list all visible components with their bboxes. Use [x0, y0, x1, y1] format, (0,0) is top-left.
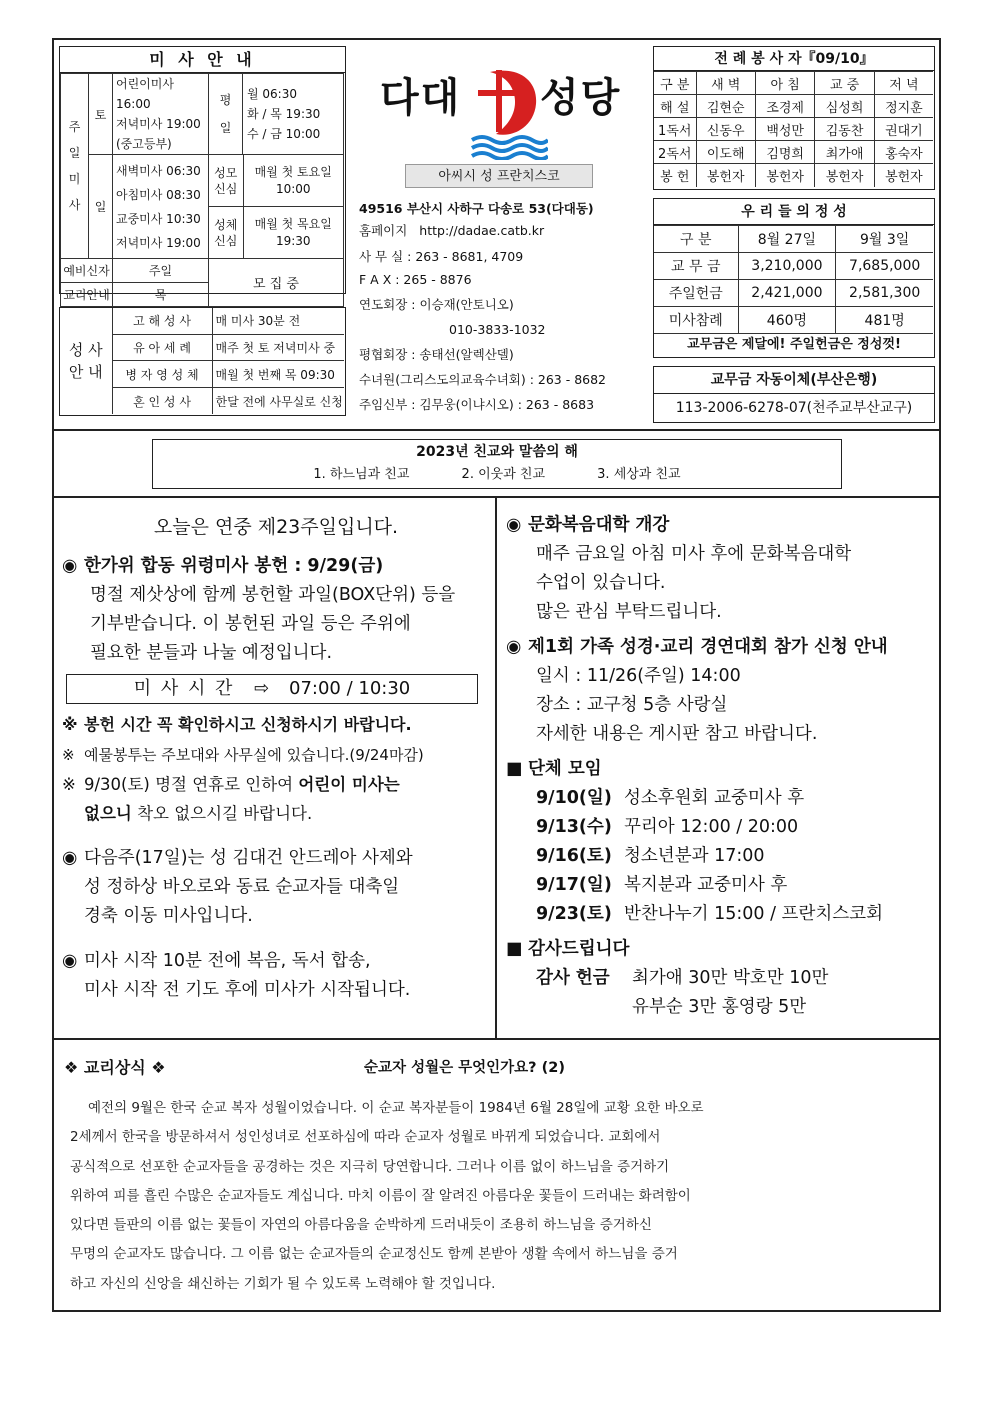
- culture-line: 수업이 있습니다.: [536, 573, 666, 593]
- bullet-icon: ◉: [62, 951, 78, 971]
- convent-phone: 수녀원(그리스도의교육수녀회) : 263 - 8682: [359, 372, 607, 387]
- youth-president: 연도회장 : 이승재(안토니오): [359, 297, 514, 312]
- thanks-section: [506, 935, 936, 1022]
- sacraments-box: [59, 307, 346, 416]
- sacrament-info: 매주 첫 토 저녁미사 중: [212, 334, 344, 361]
- sacraments-label: [60, 308, 112, 414]
- servers-cell: 조경제: [755, 95, 814, 118]
- note-3: [62, 770, 490, 828]
- contest-line: 일시 : 11/26(주일) 14:00: [536, 666, 741, 686]
- group-date: 9/17(일): [536, 875, 612, 895]
- homepage-row: [359, 220, 649, 242]
- servers-role: 1독서: [654, 118, 696, 141]
- feast-line: 성 정하상 바오로와 동료 순교자들 대축일: [84, 877, 400, 897]
- sacrament-name: 혼 인 성 사: [112, 388, 212, 414]
- servers-cell: 봉헌자: [696, 164, 755, 187]
- servers-title: 전 례 봉 사 자『09/10』: [654, 47, 934, 71]
- finance-value: 460명: [738, 307, 836, 334]
- servers-cell: 최가애: [815, 141, 874, 164]
- column-divider: [495, 496, 497, 1038]
- servers-cell: 봉헌자: [755, 164, 814, 187]
- finance-value: 2,421,000: [738, 280, 836, 307]
- group-text: 꾸리아 12:00 / 20:00: [624, 817, 799, 837]
- year-theme-item: 2. 이웃과 친교: [461, 467, 546, 482]
- culture-title-row: [506, 511, 936, 540]
- finance-note: 교무금은 제달에! 주일헌금은 정성껏!: [687, 337, 901, 352]
- servers-cell: 홍숙자: [874, 141, 933, 164]
- note-3-bold: 어린이 미사는: [298, 775, 400, 794]
- sacrament-info: 매 미사 30분 전: [212, 308, 344, 334]
- homepage-link[interactable]: http://dadae.catb.kr: [419, 223, 545, 238]
- group-row: [506, 871, 936, 900]
- autopay-title: 교무금 자동이체(부산은행): [654, 367, 934, 394]
- sat-mass-2: 저녁미사 19:00: [116, 117, 201, 131]
- mass-guide-title: 미 사 안 내: [60, 47, 345, 73]
- sacred-heart-label: 성체 신심: [209, 207, 243, 259]
- autopay-account: 113-2006-6278-07(천주교부산교구): [675, 400, 913, 416]
- servers-cell: 봉헌자: [874, 164, 933, 187]
- catechism-label: ❖ 교리상식 ❖: [64, 1058, 166, 1077]
- saturday-masses: [113, 74, 209, 155]
- sacrament-info: 한달 전에 사무실로 신청: [212, 388, 344, 414]
- contest-title-row: [506, 633, 936, 662]
- catechism-line: 하고 자신의 신앙을 쇄신하는 기회가 될 수 있도록 노력해야 할 것입니다.: [70, 1275, 496, 1292]
- catechism-body: [70, 1094, 930, 1299]
- feast-notice: [62, 844, 490, 931]
- catechumen-day: 주일: [113, 259, 209, 283]
- thanks-line: 최가애 30만 박호만 10만: [632, 968, 829, 988]
- catechism-line: 공식적으로 선포한 순교자들을 공경하는 것은 지극히 당연합니다. 그러나 이름 없이 하느님을 증거하기: [70, 1158, 670, 1175]
- servers-role: 봉 헌: [654, 164, 696, 187]
- note-1-text: 봉헌 시간 꼭 확인하시고 신청하시기 바랍니다.: [84, 715, 412, 734]
- note-mark-icon: ※: [62, 775, 76, 794]
- servers-role: 해 설: [654, 95, 696, 118]
- sacrament-info: 매월 첫 번째 목 09:30: [212, 361, 344, 388]
- church-name-left: 다대: [380, 75, 462, 121]
- group-row: [506, 842, 936, 871]
- year-theme-box: [152, 439, 842, 489]
- culture-title: 문화복음대학 개강: [528, 515, 670, 535]
- finance-header: 구 분: [654, 226, 738, 253]
- note-2: [62, 740, 490, 770]
- thanks-title: 감사드립니다: [528, 939, 630, 959]
- sacred-heart-time: 매월 첫 목요일 19:30: [243, 207, 343, 259]
- weekday-time-2: 화 / 목 19:30: [247, 107, 321, 121]
- sacrament-name: 병 자 영 성 체: [112, 361, 212, 388]
- servers-cell: 백성만: [755, 118, 814, 141]
- servers-table: [654, 71, 933, 187]
- square-icon: ■: [506, 939, 523, 959]
- bullet-icon: ◉: [62, 556, 78, 576]
- note-3-text-2: 착오 없으시길 바랍니다.: [131, 804, 313, 823]
- mass-time-box: [66, 674, 478, 704]
- group-date: 9/16(토): [536, 846, 612, 866]
- catechism-line: 위하여 피를 흘린 수많은 순교자들도 계십니다. 마치 이름이 잘 알려진 아름다운 꽃들이 드러내는 화려함이: [70, 1187, 691, 1204]
- group-row: [506, 784, 936, 813]
- church-name-right: 성당: [540, 75, 622, 121]
- mass-time-label: 미 사 시 간: [133, 678, 235, 699]
- finance-value: 3,210,000: [738, 253, 836, 280]
- bullet-icon: ◉: [506, 637, 522, 657]
- weekday-label: [209, 74, 243, 155]
- weekday-label-2: 일: [219, 121, 232, 135]
- note-mark-icon: ※: [62, 715, 78, 734]
- prayer-notice: [62, 947, 490, 1005]
- sunday-sub-label: 일: [89, 155, 113, 259]
- autopay-box: [653, 366, 935, 423]
- group-text: 성소후원회 교중미사 후: [624, 788, 805, 808]
- recruit-status: 모 집 중: [209, 259, 344, 307]
- group-meetings: [506, 755, 936, 929]
- prayer-line: 미사 시작 전 기도 후에 미사가 시작됩니다.: [84, 980, 411, 1000]
- church-address: 49516 부산시 사하구 다송로 53(다대동): [359, 201, 594, 216]
- catechism-line: 있다면 들판의 이름 없는 꽃들이 자연의 아름다움을 순박하게 드러내듯이 조용히 하느님을 증거하신: [70, 1217, 652, 1234]
- feast-line: 경축 이동 미사입니다.: [84, 906, 253, 926]
- council-president: 평협회장 : 송태선(알렉산델): [359, 347, 514, 362]
- sacrament-name: 유 아 세 례: [112, 334, 212, 361]
- mass-offering-title: [62, 552, 490, 581]
- servers-role: 2독서: [654, 141, 696, 164]
- sun-mass-2: 아침미사 08:30: [116, 187, 201, 202]
- divider-top: [52, 429, 941, 431]
- sunday-label-4: 사: [68, 198, 81, 212]
- servers-header: 새 벽: [696, 72, 755, 95]
- thanks-title-row: [506, 935, 936, 964]
- patron-label: 아씨시 성 프란치스코: [405, 164, 593, 188]
- holy-mother-label: 성모 신심: [209, 155, 243, 207]
- year-theme-item: 3. 세상과 친교: [597, 467, 681, 482]
- group-date: 9/10(일): [536, 788, 612, 808]
- left-column: [62, 512, 490, 1005]
- group-date: 9/23(토): [536, 904, 612, 924]
- weekday-time-3: 수 / 금 10:00: [247, 127, 321, 141]
- cross-logo-icon: [468, 60, 548, 160]
- bible-contest: [506, 633, 936, 749]
- office-phone: 사 무 실 : 263 - 8681, 4709: [359, 249, 524, 264]
- year-theme-items: [153, 464, 841, 486]
- sun-mass-3: 교중미사 10:30: [116, 211, 201, 226]
- bullet-icon: ◉: [62, 848, 78, 868]
- pastor-phone: 주임신부 : 김무웅(이냐시오) : 263 - 8683: [359, 397, 595, 412]
- culture-college: [506, 511, 936, 627]
- finance-row-label: 교 무 금: [654, 253, 738, 280]
- group-date: 9/13(수): [536, 817, 612, 837]
- sat-mass-3: (중고등부): [116, 137, 172, 151]
- contest-line: 자세한 내용은 게시판 참고 바랍니다.: [536, 724, 818, 744]
- square-icon: ■: [506, 759, 523, 779]
- servers-cell: 김명희: [755, 141, 814, 164]
- catechism-line: 무명의 순교자도 많습니다. 그 이름 없는 순교자들의 순교정신도 함께 본받아 생활 속에서 하느님을 증거: [70, 1246, 678, 1263]
- devotion-cell: [209, 155, 344, 259]
- feast-line: 다음주(17일)는 성 김대건 안드레아 사제와: [84, 848, 413, 868]
- note-mark-icon: ※: [62, 746, 75, 764]
- finance-value: 2,581,300: [836, 280, 933, 307]
- weekday-label-1: 평: [219, 93, 232, 107]
- contest-line: 장소 : 교구청 5층 사랑실: [536, 695, 728, 715]
- sacrament-name: 고 해 성 사: [112, 308, 212, 334]
- finance-box: [653, 198, 935, 358]
- servers-cell: 신동우: [696, 118, 755, 141]
- servers-cell: 김동찬: [815, 118, 874, 141]
- sunday-masses: [113, 155, 209, 259]
- catechumen-label: 예비신자: [61, 259, 113, 283]
- finance-table: [654, 225, 933, 334]
- finance-header: 8월 27일: [738, 226, 836, 253]
- culture-line: 많은 관심 부탁드립니다.: [536, 602, 722, 622]
- mass-offering-body: [62, 581, 490, 668]
- servers-header: 저 녁: [874, 72, 933, 95]
- sun-mass-1: 새벽미사 06:30: [116, 163, 201, 178]
- youth-phone: 010-3833-1032: [449, 322, 546, 337]
- finance-value: 481명: [836, 307, 933, 334]
- year-theme-title: 2023년 친교와 말씀의 해: [416, 444, 578, 460]
- servers-box: [653, 46, 935, 190]
- group-row: [506, 813, 936, 842]
- today-title: 오늘은 연중 제23주일입니다.: [153, 516, 399, 538]
- catechism-line: 2세께서 한국을 방문하셔서 성인성녀로 선포하심에 따라 순교자 성월로 바뀌게 되었습니다. 교회에서: [70, 1129, 661, 1146]
- group-text: 복지분과 교중미사 후: [624, 875, 788, 895]
- servers-header: 아 침: [755, 72, 814, 95]
- right-column: [506, 511, 936, 1022]
- servers-cell: 정지훈: [874, 95, 933, 118]
- groups-title: 단체 모임: [528, 759, 602, 779]
- note-3-line2: [62, 799, 490, 828]
- sacraments-table: [60, 308, 344, 414]
- servers-header: 교 중: [815, 72, 874, 95]
- mass-guide-table: [60, 73, 344, 307]
- finance-title: 우 리 들 의 정 성: [654, 199, 934, 225]
- bullet-icon: ◉: [506, 515, 522, 535]
- finance-header: 9월 3일: [836, 226, 933, 253]
- group-row: [506, 900, 936, 929]
- note-2-text: 예물봉투는 주보대와 사무실에 있습니다.(9/24마감): [84, 746, 424, 764]
- culture-line: 매주 금요일 아침 미사 후에 문화복음대학: [536, 544, 852, 564]
- finance-value: 7,685,000: [836, 253, 933, 280]
- saturday-label: 토: [89, 74, 113, 155]
- mass-offering-heading: 한가위 합동 위령미사 봉헌 : 9/29(금): [84, 556, 384, 576]
- fax-number: F A X : 265 - 8876: [359, 272, 472, 287]
- sun-mass-4: 저녁미사 19:00: [116, 235, 201, 250]
- mass-offering-line: 명절 제삿상에 함께 봉헌할 과일(BOX단위) 등을: [90, 585, 456, 605]
- thanks-label: 감사 헌금: [536, 968, 610, 988]
- church-info: [359, 198, 649, 417]
- arrow-icon: ⇨: [254, 678, 270, 699]
- mass-offering-line: 기부받습니다. 이 봉헌된 과일 등은 주위에: [90, 614, 411, 634]
- groups-title-row: [506, 755, 936, 784]
- homepage-label: 홈페이지: [359, 223, 408, 238]
- contest-title: 제1회 가족 성경·교리 경연대회 참가 신청 안내: [528, 637, 888, 657]
- servers-cell: 권대기: [874, 118, 933, 141]
- servers-cell: 봉헌자: [815, 164, 874, 187]
- mass-time-value: 07:00 / 10:30: [289, 678, 411, 699]
- finance-row-label: 주일헌금: [654, 280, 738, 307]
- sunday-label-2: 일: [68, 146, 81, 160]
- sunday-mass-label: [61, 74, 89, 259]
- holy-mother-time: 매월 첫 토요일 10:00: [243, 155, 343, 207]
- catechism-line: 예전의 9월은 한국 순교 복자 성월이었습니다. 이 순교 복자분들이 1984년 6월 28일에 교황 요한 바오로: [88, 1100, 704, 1116]
- church-logo: [376, 60, 636, 160]
- sat-mass-1: 어린이미사 16:00: [116, 77, 174, 111]
- year-theme-item: 1. 하느님과 친교: [313, 467, 410, 482]
- sacraments-label-1: 성 사: [68, 341, 103, 359]
- sunday-label-3: 미: [68, 172, 81, 186]
- servers-cell: 심성희: [815, 95, 874, 118]
- divider-bottom: [52, 1038, 941, 1040]
- catechism-title: 순교자 성월은 무엇인가요? (2): [364, 1060, 565, 1076]
- note-1: [62, 710, 490, 740]
- group-text: 반찬나누기 15:00 / 프란치스코회: [624, 904, 883, 924]
- group-text: 청소년분과 17:00: [624, 846, 765, 866]
- catechism-day: 목: [113, 283, 209, 307]
- note-3-text: 9/30(토) 명절 연휴로 인하여: [84, 775, 299, 794]
- prayer-line: 미사 시작 10분 전에 복음, 독서 합송,: [84, 951, 371, 971]
- thanks-line: 유부순 3만 홍영랑 5만: [632, 997, 807, 1017]
- thanks-row: [506, 964, 936, 993]
- servers-header: 구 분: [654, 72, 696, 95]
- servers-cell: 김현순: [696, 95, 755, 118]
- mass-offering-line: 필요한 분들과 나눌 예정입니다.: [90, 643, 333, 663]
- note-3-bold-2: 없으니: [84, 804, 132, 823]
- servers-cell: 이도해: [696, 141, 755, 164]
- finance-row-label: 미사참례: [654, 307, 738, 334]
- mass-guide-box: [59, 46, 346, 302]
- catechism-label: 교리안내: [61, 283, 113, 307]
- weekday-time-1: 월 06:30: [247, 87, 297, 101]
- weekday-times: [243, 74, 344, 155]
- sunday-label-1: 주: [68, 120, 81, 134]
- sacraments-label-2: 안 내: [68, 363, 103, 381]
